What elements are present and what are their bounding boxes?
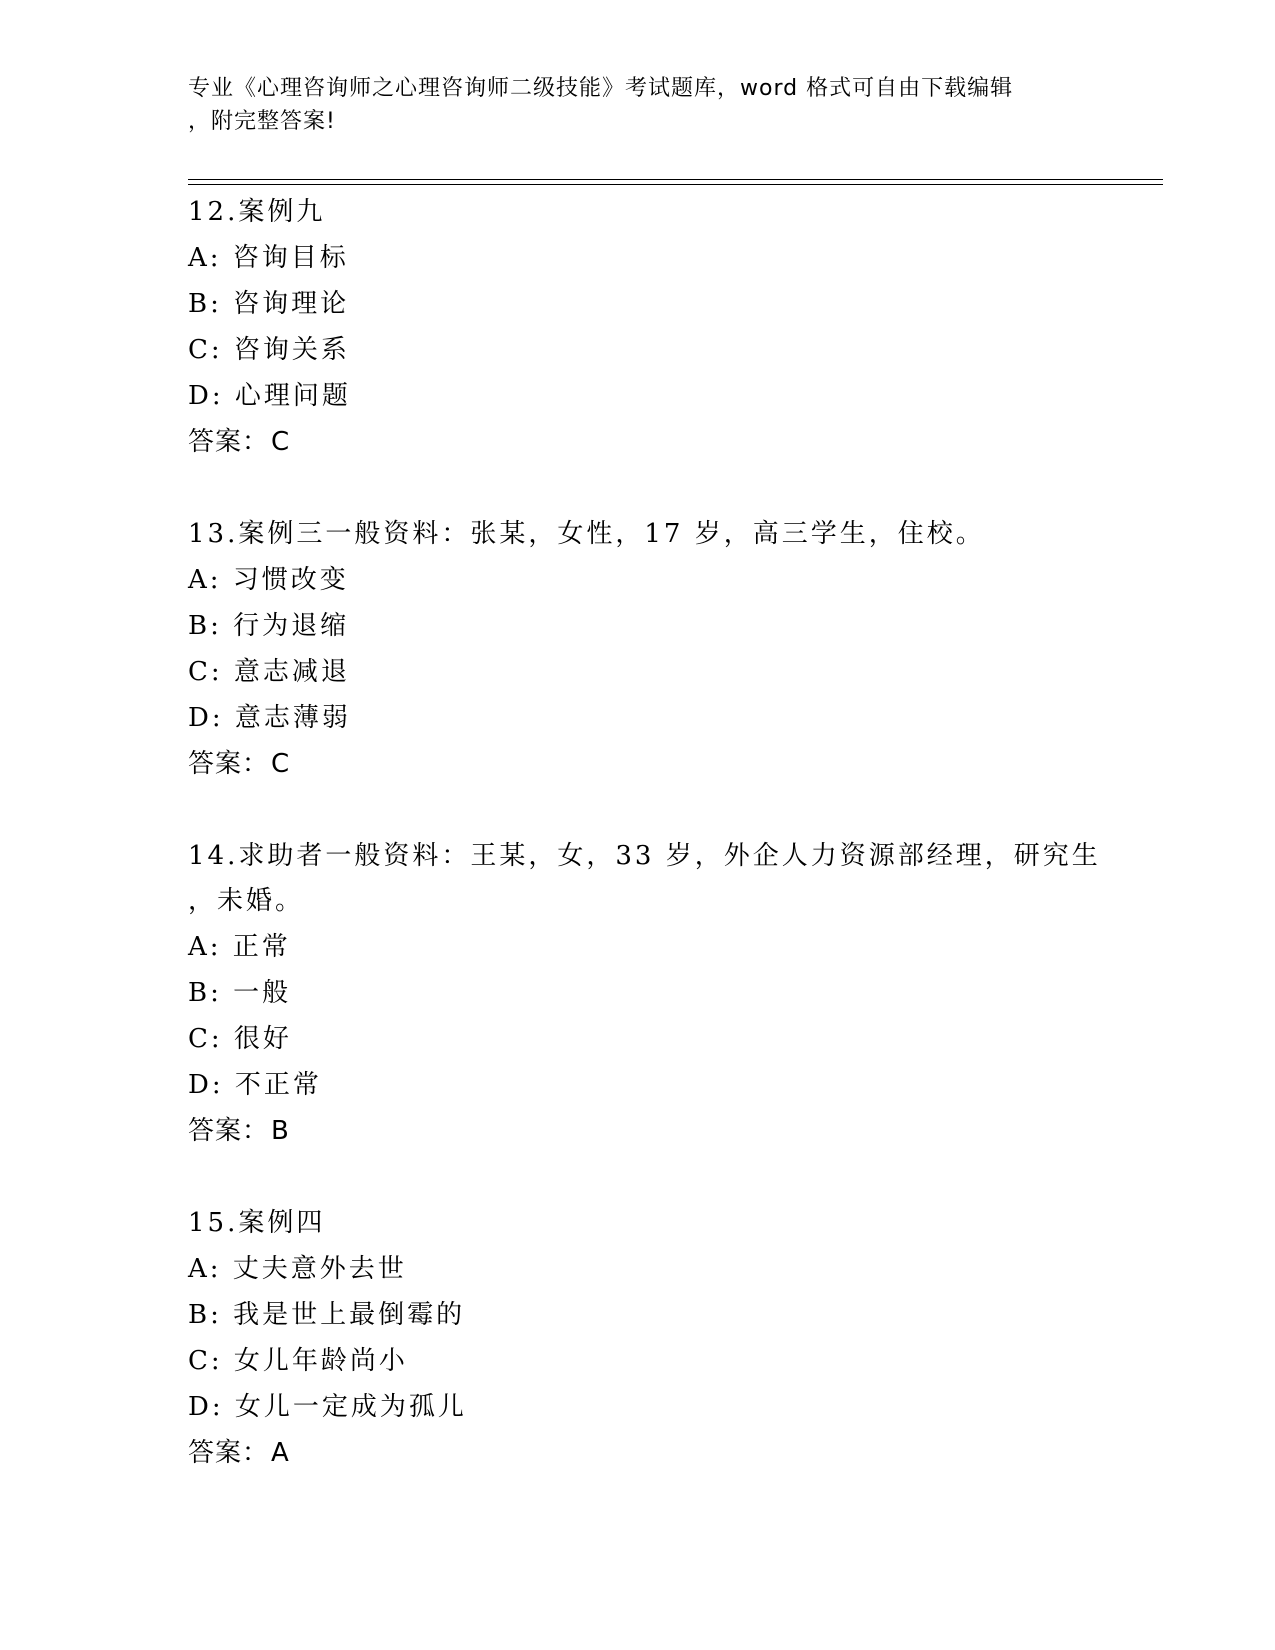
- answer-label: 答案：: [188, 427, 270, 457]
- answer-label: 答案：: [188, 1116, 270, 1146]
- option-b: B: 行为退缩: [188, 611, 350, 641]
- header-divider-top: [188, 179, 1163, 180]
- document-header: [188, 72, 1088, 138]
- answer-value: A: [271, 1438, 290, 1468]
- answer-line: [188, 1430, 1148, 1476]
- header-divider-bottom: [188, 184, 1163, 185]
- answer-label: 答案：: [188, 1438, 270, 1468]
- question-stem: 12.案例九: [188, 197, 326, 227]
- question-stem: 13.案例三一般资料：张某，女性，17 岁，高三学生，住校。: [188, 519, 985, 549]
- option-a: A: 丈夫意外去世: [188, 1254, 407, 1284]
- option-a: A: 咨询目标: [188, 243, 349, 273]
- header-line-2: ，附完整答案!: [188, 109, 336, 134]
- answer-line: [188, 741, 1148, 787]
- option-d: D: 意志薄弱: [188, 703, 351, 733]
- answer-value: B: [271, 1116, 290, 1146]
- answer-value: C: [271, 427, 291, 457]
- option-c: C: 很好: [188, 1024, 292, 1054]
- question-14: [188, 833, 1148, 1154]
- question-13: [188, 511, 1148, 787]
- question-15: [188, 1200, 1148, 1476]
- answer-line: [188, 1108, 1148, 1154]
- question-list: [188, 189, 1148, 1522]
- answer-line: [188, 419, 1148, 465]
- question-stem: 14.求助者一般资料：王某，女，33 岁，外企人力资源部经理，研究生: [188, 841, 1101, 871]
- option-b: B: 咨询理论: [188, 289, 350, 319]
- question-12: [188, 189, 1148, 465]
- option-d: D: 心理问题: [188, 381, 351, 411]
- header-line-1: 专业《心理咨询师之心理咨询师二级技能》考试题库，word 格式可自由下载编辑: [188, 76, 1014, 101]
- option-a: A: 正常: [188, 932, 291, 962]
- option-d: D: 女儿一定成为孤儿: [188, 1392, 467, 1422]
- option-c: C: 女儿年龄尚小: [188, 1346, 408, 1376]
- answer-value: C: [271, 749, 291, 779]
- option-b: B: 我是世上最倒霉的: [188, 1300, 466, 1330]
- option-c: C: 咨询关系: [188, 335, 350, 365]
- question-stem: 15.案例四: [188, 1208, 326, 1238]
- question-stem-continued: ，未婚。: [188, 886, 305, 916]
- option-b: B: 一般: [188, 978, 292, 1008]
- option-d: D: 不正常: [188, 1070, 322, 1100]
- option-c: C: 意志减退: [188, 657, 350, 687]
- option-a: A: 习惯改变: [188, 565, 349, 595]
- answer-label: 答案：: [188, 749, 270, 779]
